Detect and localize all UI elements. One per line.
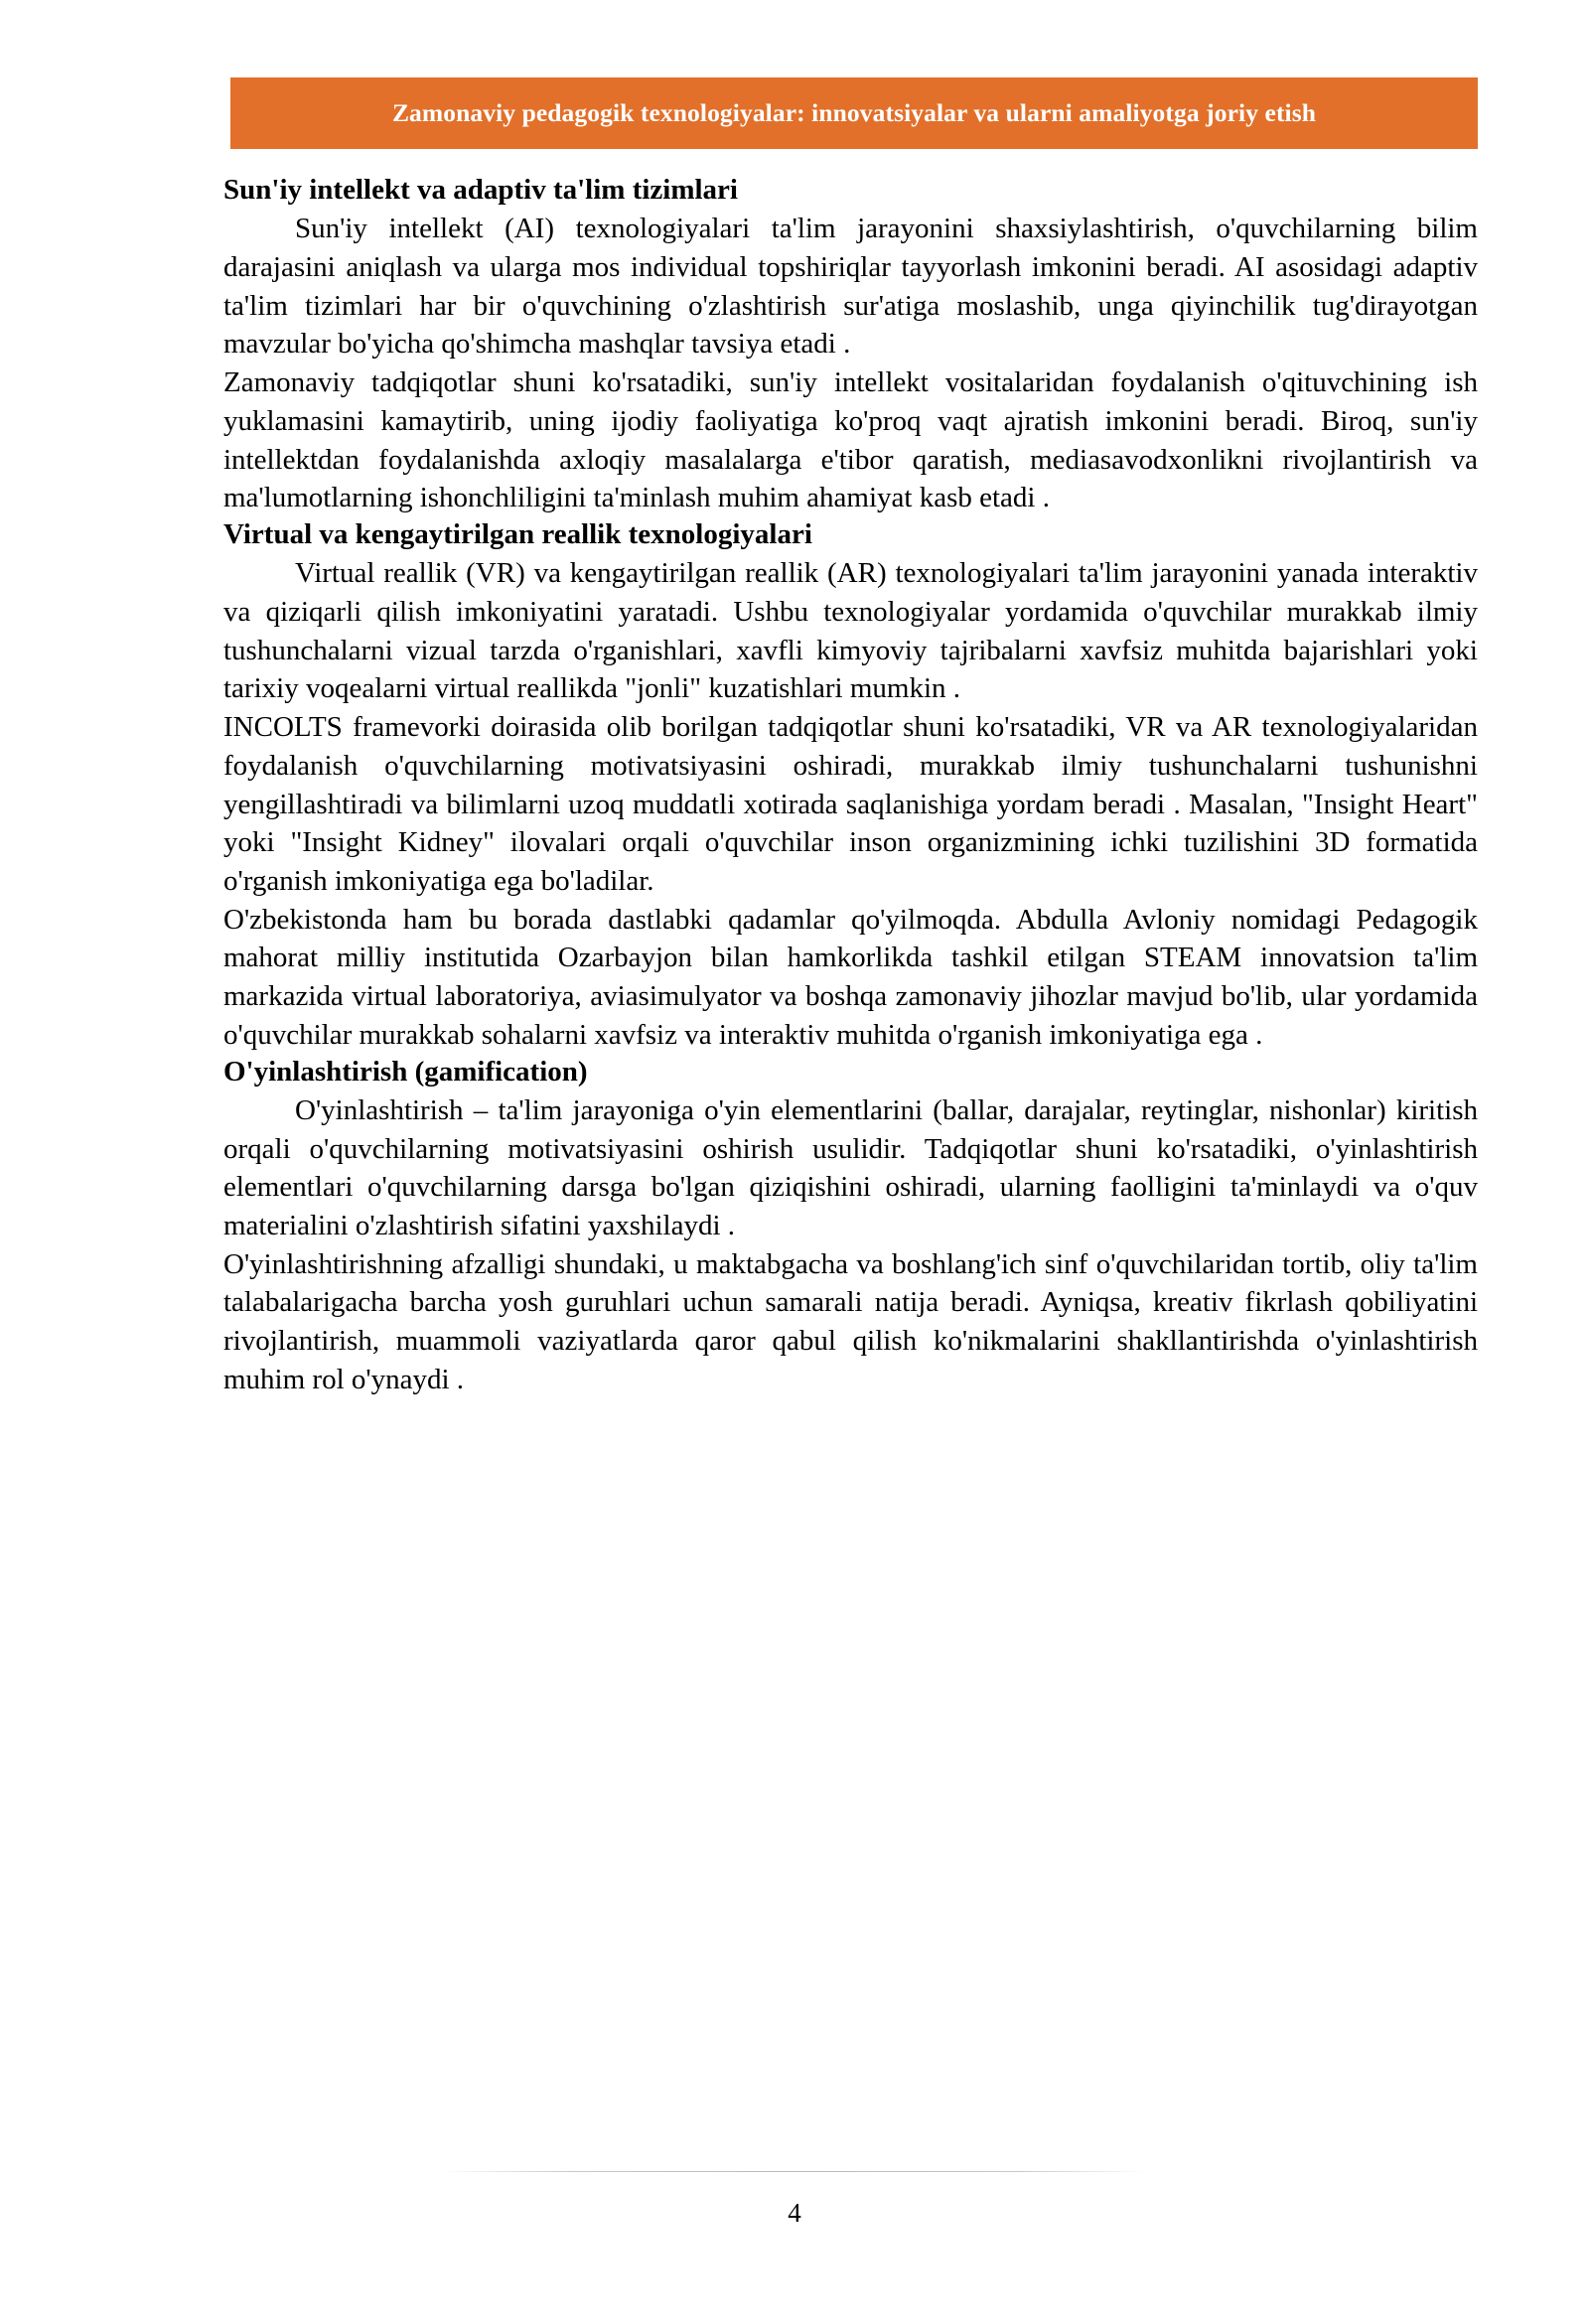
page-header-band <box>230 77 1478 149</box>
paragraph-ai-1: Sun'iy intellekt (AI) texnologiyalari ta'lim jarayonini shaxsiylashtirish, o'quvchilarning bilim darajasini aniqlash va ularga mos individual topshiriqlar tayyorlash imkonini beradi. AI asosidagi adaptiv ta'lim tizimlari har bir o'quvchining o'zlashtirish sur'atiga moslashib, unga qiyinchilik tug'dirayotgan mavzular bo'yicha qo'shimcha mashqlar tavsiya etadi . <box>223 213 1478 361</box>
page-number: 4 <box>788 2198 801 2228</box>
document-page <box>0 77 1589 2324</box>
section-heading-gamification: O'yinlashtirish (gamification) <box>223 1055 588 1088</box>
paragraph-ai-2: Zamonaviy tadqiqotlar shuni ko'rsatadiki, sun'iy intellekt vositalaridan foydalanish o'qituvchining ish yuklamasini kamaytirib, uning ijodiy faoliyatiga ko'proq vaqt ajratish imkonini beradi. Biroq, sun'iy intellektdan foydalanishda axloqiy masalalarga e'tibor qaratish, mediasavodxonlikni rivojlantirish va ma'lumotlarning ishonchliligini ta'minlash muhim ahamiyat kasb etadi . <box>223 366 1478 514</box>
paragraph-vr-2: INCOLTS framevorki doirasida olib borilgan tadqiqotlar shuni ko'rsatadiki, VR va AR texnologiyalaridan foydalanish o'quvchilarning motivatsiyasini oshiradi, murakkab ilmiy tushunchalarni tushunishni yengillashtiradi va bilimlarni uzoq muddatli xotirada saqlanishiga yordam beradi . Masalan, "Insight Heart" yoki "Insight Kidney" ilovalari orqali o'quvchilar inson organizmining ichki tuzilishini 3D formatida o'rganish imkoniyatiga ega bo'ladilar. <box>223 711 1478 897</box>
section-heading-ai: Sun'iy intellekt va adaptiv ta'lim tizimlari <box>223 174 738 206</box>
section-heading-vr-ar: Virtual va kengaytirilgan reallik texnologiyalari <box>223 518 812 550</box>
paragraph-gamification-2: O'yinlashtirishning afzalligi shundaki, u maktabgacha va boshlang'ich sinf o'quvchilaridan tortib, oliy ta'lim talabalarigacha barcha yosh guruhlari uchun samarali natija beradi. Ayniqsa, kreativ fikrlash qobiliyatini rivojlantirish, muammoli vaziyatlarda qaror qabul qilish ko'nikmalarini shakllantirishda o'yinlashtirish muhim rol o'ynaydi . <box>223 1247 1478 1395</box>
paragraph-vr-3: O'zbekistonda ham bu borada dastlabki qadamlar qo'yilmoqda. Abdulla Avloniy nomidagi Pedagogik mahorat milliy institutida Ozarbayjon bilan hamkorlikda tashkil etilgan STEAM innovatsion ta'lim markazida virtual laboratoriya, aviasimulyator va boshqa zamonaviy jihozlar mavjud bo'lib, ular yordamida o'quvchilar murakkab sohalarni xavfsiz va interaktiv muhitda o'rganish imkoniyatiga ega . <box>223 903 1478 1051</box>
page-header-title: Zamonaviy pedagogik texnologiyalar: innovatsiyalar va ularni amaliyotga joriy etish <box>391 98 1317 127</box>
paragraph-gamification-1: O'yinlashtirish – ta'lim jarayoniga o'yin elementlarini (ballar, darajalar, reytinglar, nishonlar) kiritish orqali o'quvchilarning motivatsiyasini oshirish usulidir. Tadqiqotlar shuni ko'rsatadiki, o'yinlashtirish elementlari o'quvchilarning darsga bo'lgan qiziqishini oshiradi, ularning faolligini ta'minlaydi va o'quv materialini o'zlashtirish sifatini yaxshilaydi . <box>223 1093 1478 1241</box>
page-footer <box>0 2171 1589 2229</box>
paragraph-vr-1: Virtual reallik (VR) va kengaytirilgan reallik (AR) texnologiyalari ta'lim jarayonini yanada interaktiv va qiziqarli qilish imkoniyatini yaratadi. Ushbu texnologiyalar yordamida o'quvchilar murakkab ilmiy tushunchalarni vizual tarzda o'rganishlari, xavfli kimyoviy tajribalarni xavfsiz muhitda bajarishlari yoki tarixiy voqealarni virtual reallikda "jonli" kuzatishlari mumkin . <box>223 557 1478 705</box>
footer-divider <box>442 2171 1147 2172</box>
document-body <box>223 149 1478 1399</box>
